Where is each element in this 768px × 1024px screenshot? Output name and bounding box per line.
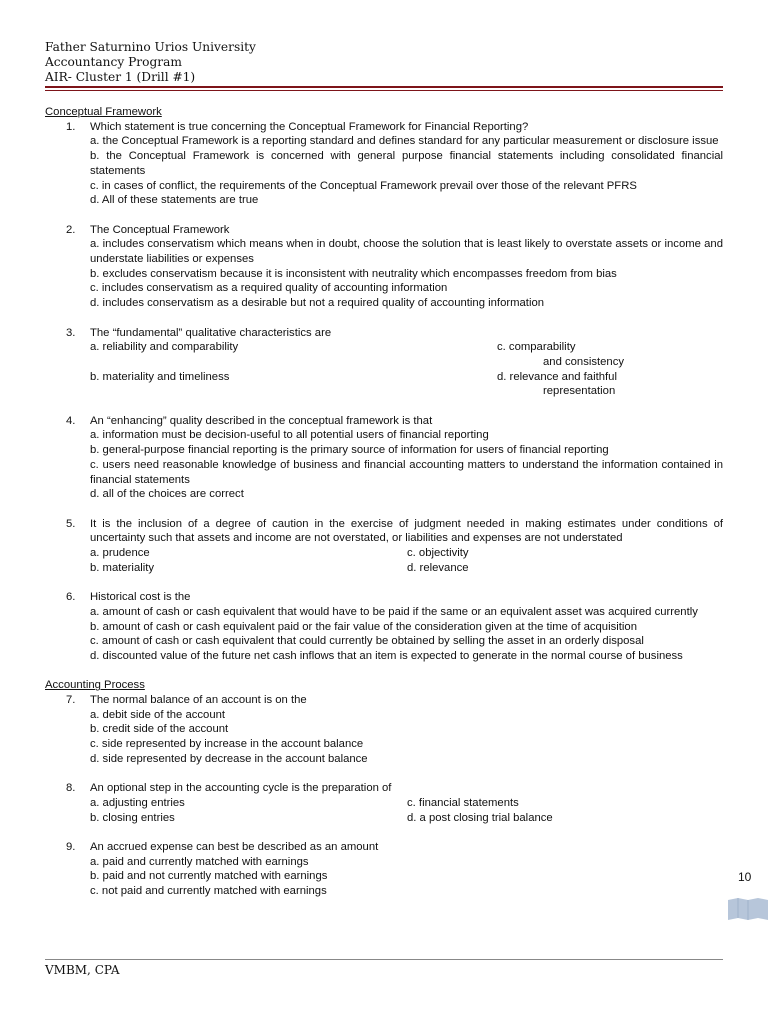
option-d: d. discounted value of the future net cash inflows that an item is expected to generate in the normal course of business <box>90 649 683 662</box>
option-c-continued: and consistency <box>543 355 625 368</box>
question-7 <box>45 693 723 708</box>
page-number: 10 <box>738 870 752 884</box>
option-d: d. includes conservatism as a desirable but not a required quality of accounting information <box>90 297 545 310</box>
option-row <box>45 811 723 826</box>
document-body <box>45 105 723 899</box>
option-d: d. side represented by decrease in the account balance <box>90 752 368 765</box>
question-stem: An accrued expense can best be described as an amount <box>90 841 379 854</box>
page-tab-icon <box>728 896 768 922</box>
option-a: a. the Conceptual Framework is a reporting standard and defines standard for any particular measurement or disclosure issue <box>90 135 719 148</box>
option-c: c. not paid and currently matched with earnings <box>90 885 327 898</box>
question-stem: The “fundamental” qualitative characteristics are <box>90 326 332 339</box>
footer-rule <box>45 959 723 960</box>
option-d: d. a post closing trial balance <box>407 811 553 824</box>
option-a: a. reliability and comparability <box>90 341 239 354</box>
option-a: a. paid and currently matched with earnings <box>90 855 309 868</box>
document-header <box>45 40 256 85</box>
option-b: b. credit side of the account <box>90 723 229 736</box>
option-d: d. all of the choices are correct <box>90 488 244 501</box>
question-stem: It is the inclusion of a degree of caution in the exercise of judgment needed in making estimates under conditions of uncertainty such that assets and income are not overstated, or liabilities and expenses are not understated <box>90 517 723 545</box>
option-c: c. objectivity <box>407 547 469 560</box>
question-stem: Historical cost is the <box>90 591 191 604</box>
question-2 <box>45 223 723 238</box>
option-b: b. amount of cash or cash equivalent paid or the fair value of the consideration given at the time of acquisition <box>90 620 637 633</box>
option-b: b. the Conceptual Framework is concerned with general purpose financial statements including consolidated financial statements <box>90 150 723 177</box>
question-number: 2. <box>66 223 76 236</box>
option-b: b. paid and not currently matched with earnings <box>90 870 328 883</box>
section-title-process: Accounting Process <box>45 679 145 692</box>
question-5 <box>45 517 723 546</box>
option-b: b. closing entries <box>90 811 175 824</box>
option-row <box>45 546 723 561</box>
question-6 <box>45 590 723 605</box>
option-c: c. amount of cash or cash equivalent that could currently be obtained by selling the asset in an orderly disposal <box>90 635 644 648</box>
question-number: 8. <box>66 782 76 795</box>
option-d: d. All of these statements are true <box>90 194 259 207</box>
option-a: a. amount of cash or cash equivalent that would have to be paid if the same or an equivalent asset was acquired currently <box>90 605 698 618</box>
option-b: b. materiality and timeliness <box>90 370 230 383</box>
question-4 <box>45 414 723 429</box>
option-d-continued: representation <box>543 385 616 398</box>
option-row <box>45 796 723 811</box>
option-c: c. comparability <box>497 341 576 354</box>
question-number: 5. <box>66 517 76 530</box>
question-number: 9. <box>66 841 76 854</box>
header-rule-thick <box>45 86 723 88</box>
footer-author: VMBM, CPA <box>45 963 120 977</box>
question-number: 4. <box>66 414 76 427</box>
question-stem: An “enhancing” quality described in the conceptual framework is that <box>90 414 433 427</box>
option-a: a. adjusting entries <box>90 796 185 809</box>
question-1 <box>45 120 723 135</box>
option-a: a. includes conservatism which means when in doubt, choose the solution that is least likely to overstate assets or income and understate liabilities or expenses <box>90 238 723 266</box>
question-number: 6. <box>66 591 76 604</box>
question-number: 3. <box>66 326 76 339</box>
question-number: 1. <box>66 120 76 133</box>
question-stem: An optional step in the accounting cycle is the preparation of <box>90 782 392 795</box>
option-a: a. debit side of the account <box>90 708 226 721</box>
option-c: c. in cases of conflict, the requirements of the Conceptual Framework prevail over those of the relevant PFRS <box>90 179 637 192</box>
option-b: b. materiality <box>90 561 155 574</box>
cluster-title: AIR- Cluster 1 (Drill #1) <box>45 70 196 84</box>
option-b: b. excludes conservatism because it is inconsistent with neutrality which encompasses freedom from bias <box>90 267 617 280</box>
question-8 <box>45 781 723 796</box>
option-row <box>45 370 723 385</box>
option-c: c. users need reasonable knowledge of business and financial accounting matters to understand the information contained in financial statements <box>90 458 723 486</box>
option-c: c. includes conservatism as a required quality of accounting information <box>90 282 448 295</box>
question-3 <box>45 326 723 341</box>
question-stem: Which statement is true concerning the Conceptual Framework for Financial Reporting? <box>90 120 529 133</box>
option-a: a. prudence <box>90 547 150 560</box>
option-d: d. relevance <box>407 561 469 574</box>
question-number: 7. <box>66 694 76 707</box>
university-name: Father Saturnino Urios University <box>45 40 256 54</box>
header-rule-thin <box>45 90 723 91</box>
option-c: c. financial statements <box>407 796 519 809</box>
option-d: d. relevance and faithful <box>497 370 617 383</box>
option-row <box>45 340 723 355</box>
option-a: a. information must be decision-useful to all potential users of financial reporting <box>90 429 489 442</box>
option-b: b. general-purpose financial reporting is the primary source of information for users of financial reporting <box>90 444 609 457</box>
program-name: Accountancy Program <box>45 55 182 69</box>
option-row <box>45 561 723 576</box>
question-stem: The normal balance of an account is on the <box>90 694 307 707</box>
option-c: c. side represented by increase in the account balance <box>90 738 364 751</box>
question-stem: The Conceptual Framework <box>90 223 230 236</box>
section-title-conceptual: Conceptual Framework <box>45 106 162 118</box>
question-9 <box>45 840 723 855</box>
